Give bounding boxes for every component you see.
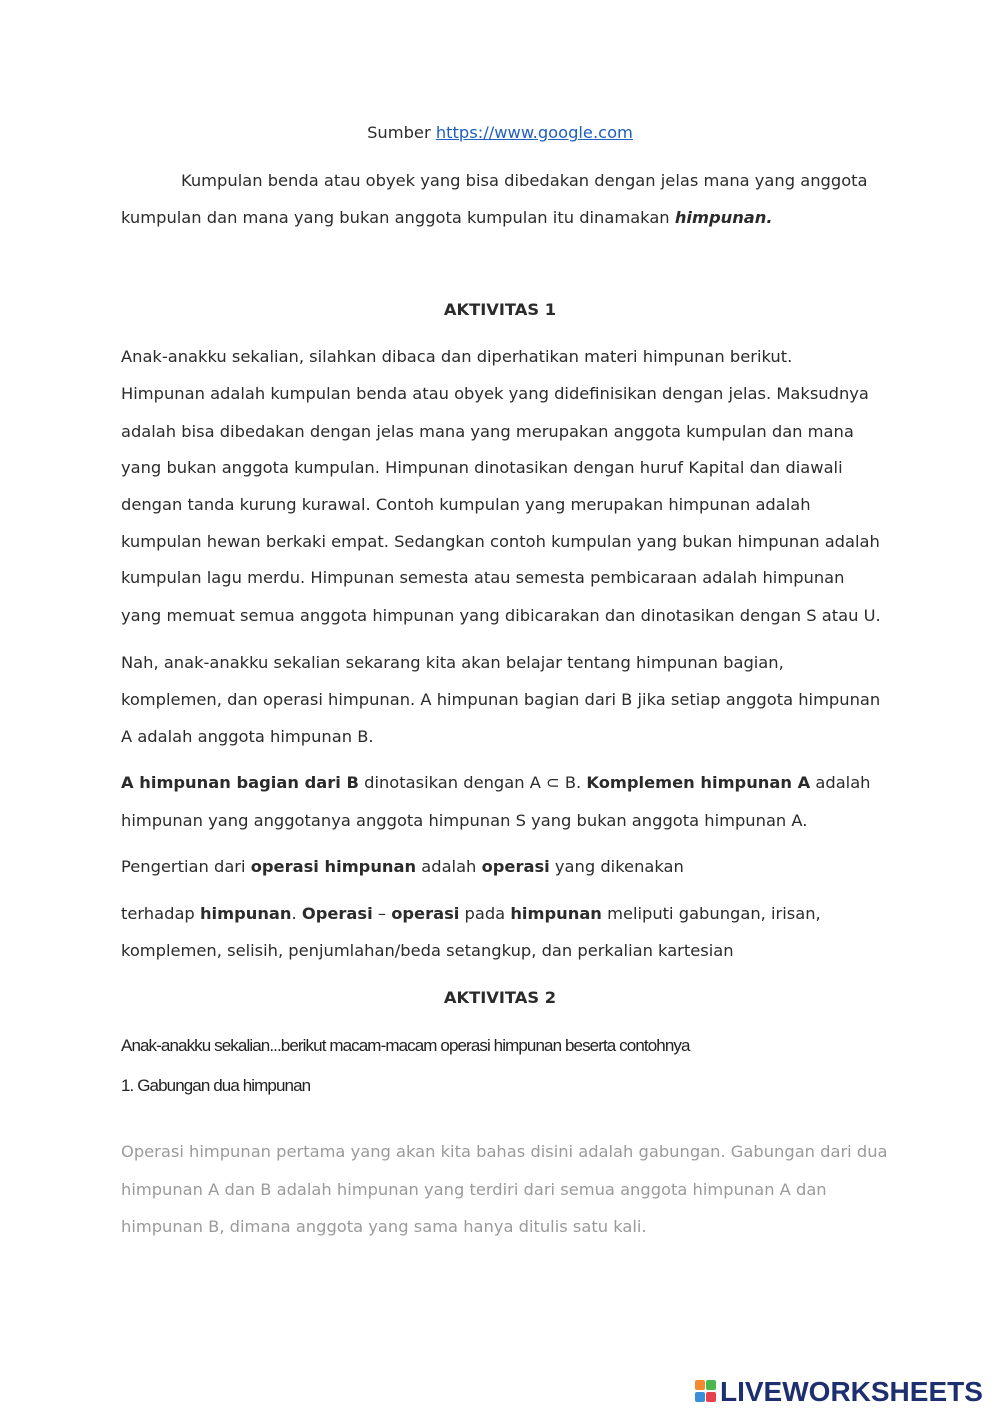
paragraph-1-line: dengan tanda kurung kurawal. Contoh kumpulan yang merupakan himpunan adalah	[121, 495, 811, 514]
paragraph-1-line: adalah bisa dibedakan dengan jelas mana yang merupakan anggota kumpulan dan mana	[121, 422, 854, 441]
complement-term: Komplemen himpunan A	[586, 773, 811, 792]
p4-bold: operasi	[481, 857, 550, 876]
p5-text: –	[372, 904, 392, 923]
p5-bold: himpunan	[510, 904, 602, 923]
paragraph-1-line: kumpulan lagu merdu. Himpunan semesta atau semesta pembicaraan adalah himpunan	[121, 568, 845, 587]
p5-text: .	[291, 904, 302, 923]
p5-text: pada	[459, 904, 511, 923]
subset-notation-text: dinotasikan dengan A ⊂ B.	[358, 773, 587, 792]
p5-bold: Operasi	[301, 904, 373, 923]
p5-bold: operasi	[391, 904, 460, 923]
liveworksheets-logo-text: LIVEWORKSHEETS	[720, 1376, 983, 1407]
p5-bold: himpunan	[199, 904, 292, 923]
paragraph-1-line: Himpunan adalah kumpulan benda atau obyek yang didefinisikan dengan jelas. Maksudnya	[121, 384, 869, 403]
p4-text: adalah	[416, 857, 482, 876]
logo-square-blue	[695, 1392, 705, 1402]
intro-line-2	[121, 207, 773, 229]
logo-square-red	[706, 1392, 716, 1402]
gray-paragraph-line: himpunan B, dimana anggota yang sama hanya ditulis satu kali.	[121, 1217, 647, 1236]
p4-text: yang dikenakan	[549, 857, 684, 876]
paragraph-1-line: kumpulan hewan berkaki empat. Sedangkan contoh kumpulan yang bukan himpunan adalah	[121, 532, 880, 551]
paragraph-5-line-2: komplemen, selisih, penjumlahan/beda setangkup, dan perkalian kartesian	[121, 941, 734, 960]
intro-emphasis: himpunan.	[674, 208, 773, 227]
subset-term: A himpunan bagian dari B	[121, 773, 359, 792]
liveworksheets-watermark	[695, 1376, 983, 1408]
aktivitas-2-intro: Anak-anakku sekalian...berikut macam-macam operasi himpunan beserta contohnya	[121, 1036, 690, 1055]
logo-square-green	[706, 1380, 716, 1390]
paragraph-1-line: Anak-anakku sekalian, silahkan dibaca dan diperhatikan materi himpunan berikut.	[121, 347, 793, 366]
p4-bold: operasi himpunan	[250, 857, 417, 876]
source-label: Sumber	[367, 123, 431, 142]
intro-line-1: Kumpulan benda atau obyek yang bisa dibedakan dengan jelas mana yang anggota	[181, 171, 868, 190]
p5-text: meliputi gabungan, irisan,	[601, 904, 821, 923]
paragraph-3-line-1	[121, 772, 871, 794]
paragraph-1-line: yang bukan anggota kumpulan. Himpunan dinotasikan dengan huruf Kapital dan diawali	[121, 458, 843, 477]
source-link[interactable]: https://www.google.com	[435, 123, 633, 142]
operation-item-1: 1. Gabungan dua himpunan	[121, 1076, 311, 1095]
p4-text: Pengertian dari	[121, 857, 251, 876]
gray-paragraph-line: himpunan A dan B adalah himpunan yang terdiri dari semua anggota himpunan A dan	[121, 1180, 827, 1199]
paragraph-1-line: yang memuat semua anggota himpunan yang dibicarakan dan dinotasikan dengan S atau U.	[121, 606, 881, 625]
logo-square-orange	[695, 1380, 705, 1390]
paragraph-5-line-1	[121, 903, 821, 925]
aktivitas-1-heading: AKTIVITAS 1	[443, 300, 557, 319]
liveworksheets-logo-icon	[695, 1380, 717, 1404]
paragraph-2-line: Nah, anak-anakku sekalian sekarang kita akan belajar tentang himpunan bagian,	[121, 653, 784, 672]
aktivitas-2-heading: AKTIVITAS 2	[443, 988, 557, 1007]
gray-paragraph-line: Operasi himpunan pertama yang akan kita bahas disini adalah gabungan. Gabungan dari dua	[121, 1142, 888, 1161]
paragraph-3-line-2: himpunan yang anggotanya anggota himpunan S yang bukan anggota himpunan A.	[121, 811, 808, 830]
complement-text: adalah	[810, 773, 871, 792]
intro-line-2-text: kumpulan dan mana yang bukan anggota kumpulan itu dinamakan	[121, 208, 675, 227]
paragraph-4-line	[121, 856, 684, 878]
source-line	[0, 122, 1000, 144]
p5-text: terhadap	[121, 904, 200, 923]
paragraph-2-line: A adalah anggota himpunan B.	[121, 727, 374, 746]
paragraph-2-line: komplemen, dan operasi himpunan. A himpunan bagian dari B jika setiap anggota himpunan	[121, 690, 881, 709]
